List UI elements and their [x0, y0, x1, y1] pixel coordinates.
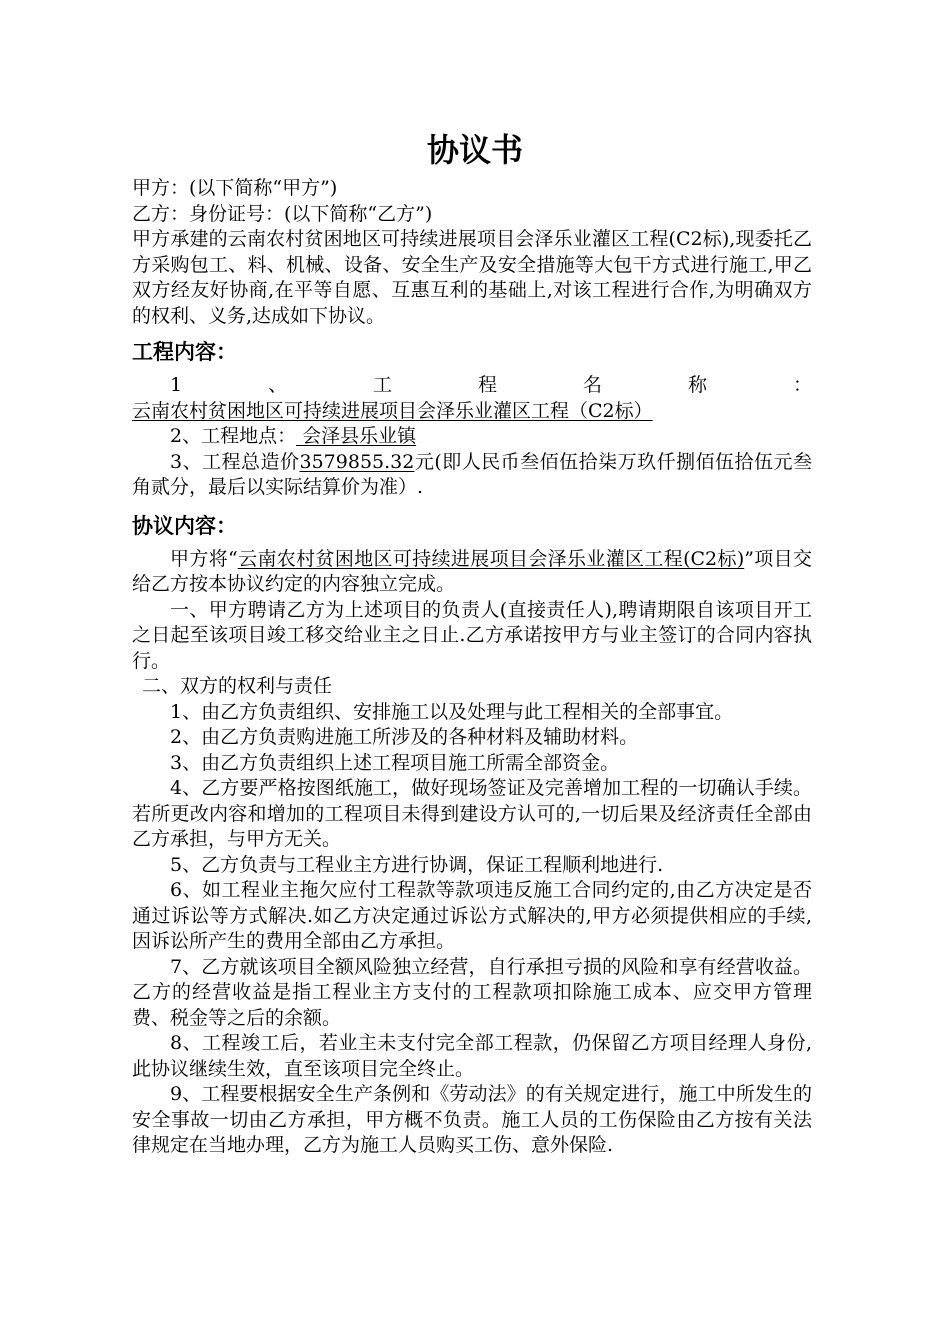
project-cost-detail: 元(即人民币叁佰伍拾柒万玖仟捌佰伍拾伍元叁角贰分，最后以实际结算价为准）.: [132, 450, 812, 498]
project-name-item: [132, 373, 812, 424]
rights-item: 9、工程要根据安全生产条例和《劳动法》的有关规定进行，施工中所发生的安全事故一切由乙方承担，甲方概不负责。施工人员的工伤保险由乙方按有关法律规定在当地办理，乙方为施工人员购买工伤、意外保险.: [132, 1083, 812, 1156]
project-location-item: [132, 424, 812, 450]
party-a-line: 甲方：(以下简称“甲方”): [132, 177, 338, 199]
document-body: [132, 176, 812, 1159]
rights-item: 2、由乙方负责购进施工所涉及的各种材料及辅助材料。: [170, 726, 639, 748]
section-heading-agreement: 协议内容：: [132, 513, 237, 538]
intro-paragraph: 甲方承建的云南农村贫困地区可持续进展项目会泽乐业灌区工程(C2标),现委托乙方采购包工、料、机械、设备、安全生产及安全措施等大包干方式进行施工,甲乙双方经友好协商,在平等自愿、互惠互利的基础上,对该工程进行合作,为明确双方的权利、义务,达成如下协议。: [132, 228, 812, 327]
project-cost-label: 3、工程总造价: [170, 450, 300, 473]
rights-item: 5、乙方负责与工程业主方进行协调，保证工程顺利地进行.: [170, 853, 664, 876]
party-b-line: 乙方：身份证号：(以下简称“乙方”): [132, 202, 433, 225]
project-name-value: 云南农村贫困地区可持续进展项目会泽乐业灌区工程（C2标）: [132, 399, 653, 422]
clause-1: 一、甲方聘请乙方为上述项目的负责人(直接责任人),聘请期限自该项目开工之日起至该项目竣工移交给业主之日止.乙方承诺按甲方与业主签订的合同内容执行。: [132, 598, 812, 672]
project-cost-item: [132, 450, 812, 501]
agreement-intro-paragraph: [132, 547, 812, 598]
document-title: 协议书: [426, 131, 523, 169]
project-cost-value: 3579855.32: [299, 450, 415, 473]
agreement-project-name: 云南农村贫困地区可持续进展项目会泽乐业灌区工程(C2标): [237, 547, 745, 570]
rights-item: 7、乙方就该项目全额风险独立经营，自行承担亏损的风险和享有经营收益。乙方的经营收益是指工程业主方支付的工程款项扣除施工成本、应交甲方管理费、税金等之后的余额。: [132, 955, 812, 1029]
section-heading-project: 工程内容：: [132, 340, 237, 364]
agreement-intro-suffix: ”项目交给乙方按本协议约定的内容独立完成。: [132, 547, 813, 595]
rights-item: 6、如工程业主拖欠应付工程款等款项违反施工合同约定的,由乙方决定是否通过诉讼等方式解决.如乙方决定通过诉讼方式解决的,甲方必须提供相应的手续,因诉讼所产生的费用全部由乙方承担。: [132, 879, 812, 952]
clause-2-heading: 二、双方的权利与责任: [142, 675, 333, 697]
project-name-label: 1、工程名称：: [170, 374, 812, 396]
project-location-label: 2、工程地点：: [170, 425, 297, 447]
rights-item: 8、工程竣工后，若业主未支付完全部工程款，仍保留乙方项目经理人身份,此协议继续生效，直至该项目完全终止。: [132, 1032, 812, 1080]
project-location-value: 会泽县乐业镇: [296, 425, 417, 447]
agreement-intro-prefix: 甲方将“: [170, 547, 238, 570]
rights-item: 3、由乙方负责组织上述工程项目施工所需全部资金。: [170, 751, 620, 774]
rights-item: 1、由乙方负责组织、安排施工以及处理与此工程相关的全部事宜。: [170, 700, 734, 723]
rights-item: 4、乙方要严格按图纸施工，做好现场签证及完善增加工程的一切确认手续。若所更改内容和增加的工程项目未得到建设方认可的,一切后果及经济责任全部由乙方承担，与甲方无关。: [132, 777, 812, 850]
